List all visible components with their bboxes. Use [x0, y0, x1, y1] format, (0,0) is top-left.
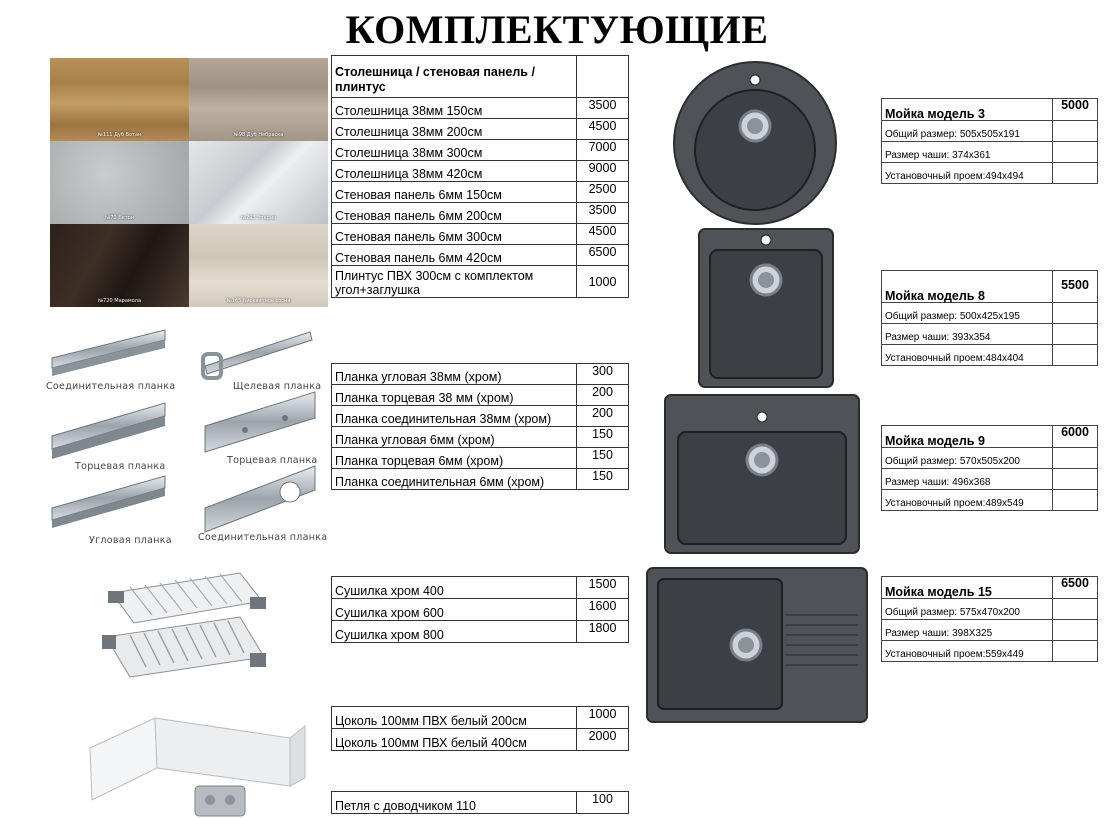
swatch-label: №165 Бисквитное сосна — [226, 298, 291, 304]
table-row-name: Столешница 38мм 300см — [332, 140, 577, 161]
swatch-maramola — [50, 224, 189, 307]
table-row-price: 1500 — [577, 577, 629, 599]
sink-overall-size: Общий размер: 505x505x191 — [882, 121, 1053, 142]
sink-bowl-size: Размер чаши: 496x368 — [882, 469, 1053, 490]
sink-model-15-image — [646, 567, 868, 723]
sink-model-9-spec-table — [881, 425, 1098, 511]
countertop-price-table — [331, 55, 629, 298]
profile-label: Щелевая планка — [233, 381, 322, 392]
sink-model-8-image — [698, 228, 834, 388]
table-row-price: 200 — [577, 406, 629, 427]
table-row-price: 2500 — [577, 182, 629, 203]
swatch-concrete — [50, 141, 189, 224]
table-row-price: 100 — [577, 792, 629, 814]
sink-bowl-size: Размер чаши: 393x354 — [882, 324, 1053, 345]
sink-cutout-size: Установочный проем:559x449 — [882, 641, 1053, 662]
table-row-name: Цоколь 100мм ПВХ белый 200см — [332, 707, 577, 729]
connecting-strip-38-icon — [52, 330, 165, 376]
strips-price-table — [331, 363, 629, 490]
table-row-price: 3500 — [577, 98, 629, 119]
table-row-name: Планка угловая 38мм (хром) — [332, 364, 577, 385]
corner-strip-38-icon — [52, 476, 165, 528]
sink-overall-size: Общий размер: 500x425x195 — [882, 303, 1053, 324]
table-row-price: 4500 — [577, 119, 629, 140]
sink-name: Мойка модель 15 — [882, 577, 1053, 599]
sink-model-3-spec-table — [881, 98, 1098, 184]
sink-price: 5000 — [1053, 99, 1098, 121]
swatch-oak-votan — [50, 58, 189, 141]
table-header: Столешница / стеновая панель / плинтус — [332, 56, 577, 98]
table-row-name: Столешница 38мм 150см — [332, 98, 577, 119]
table-row-name: Планка торцевая 38 мм (хром) — [332, 385, 577, 406]
sink-bowl-size: Размер чаши: 374x361 — [882, 142, 1053, 163]
swatch-label: №720 Марамола — [97, 298, 142, 304]
table-row-price: 300 — [577, 364, 629, 385]
table-row-price: 150 — [577, 448, 629, 469]
swatch-label: №70 Бетон — [105, 215, 134, 221]
table-row-price: 2000 — [577, 729, 629, 751]
table-row-name: Плинтус ПВХ 300см с комплектом угол+заглушка — [332, 266, 577, 298]
sink-price: 6500 — [1053, 577, 1098, 599]
sink-bowl-size: Размер чаши: 398X325 — [882, 620, 1053, 641]
dryers-price-table — [331, 576, 629, 643]
strip-profiles-illustration — [40, 318, 328, 550]
end-strip-38-icon — [52, 403, 165, 459]
sink-model-9-image — [664, 394, 860, 554]
swatch-label: №111 Дуб Вотан — [97, 132, 142, 138]
sink-price: 6000 — [1053, 426, 1098, 448]
table-row-price: 1000 — [577, 266, 629, 298]
sink-overall-size: Общий размер: 570x505x200 — [882, 448, 1053, 469]
table-row-name: Цоколь 100мм ПВХ белый 400см — [332, 729, 577, 751]
table-row-name: Стеновая панель 6мм 300см — [332, 224, 577, 245]
pvc-plinth-illustration — [85, 708, 310, 818]
table-row-name: Планка соединительная 6мм (хром) — [332, 469, 577, 490]
table-row-name: Сушилка хром 600 — [332, 599, 577, 621]
table-row-name: Стеновая панель 6мм 150см — [332, 182, 577, 203]
table-row-name: Стеновая панель 6мм 200см — [332, 203, 577, 224]
sink-model-8-spec-table — [881, 270, 1098, 366]
sink-price: 5500 — [1053, 271, 1098, 303]
sink-model-3-image — [672, 60, 838, 226]
swatch-eterno — [189, 141, 328, 224]
table-row-price: 6500 — [577, 245, 629, 266]
table-row-name: Планка соединительная 38мм (хром) — [332, 406, 577, 427]
profile-label: Торцевая планка — [75, 461, 166, 472]
table-row-price: 3500 — [577, 203, 629, 224]
table-row-name: Стеновая панель 6мм 420см — [332, 245, 577, 266]
page-title: КОМПЛЕКТУЮЩИЕ — [345, 7, 769, 52]
sink-cutout-size: Установочный проем:489x549 — [882, 490, 1053, 511]
table-row-price: 4500 — [577, 224, 629, 245]
table-row-price: 9000 — [577, 161, 629, 182]
profile-label: Угловая планка — [89, 535, 172, 546]
sink-cutout-size: Установочный проем:484x404 — [882, 345, 1053, 366]
swatch-label: №98 Дуб Небраска — [233, 132, 284, 138]
hinge-icon — [195, 786, 245, 816]
swatch-oak-nebraska — [189, 58, 328, 141]
table-row-price: 150 — [577, 427, 629, 448]
table-row-name: Столешница 38мм 200см — [332, 119, 577, 140]
dish-dryer-illustration — [100, 565, 270, 695]
profile-label: Торцевая планка — [227, 455, 318, 466]
connecting-strip-6-icon — [205, 466, 315, 532]
table-row-price: 200 — [577, 385, 629, 406]
hinge-price-table — [331, 791, 629, 814]
table-row-name: Сушилка хром 400 — [332, 577, 577, 599]
slot-strip-icon — [203, 332, 312, 378]
plinth-price-table — [331, 706, 629, 751]
table-row-price: 1000 — [577, 707, 629, 729]
sink-model-15-spec-table — [881, 576, 1098, 662]
table-row-name: Столешница 38мм 420см — [332, 161, 577, 182]
sink-name: Мойка модель 9 — [882, 426, 1053, 448]
swatch-biscuit-pine — [189, 224, 328, 307]
sink-name: Мойка модель 8 — [882, 271, 1053, 303]
swatch-label: №293 Этерно — [240, 215, 277, 221]
table-row-price: 7000 — [577, 140, 629, 161]
sink-name: Мойка модель 3 — [882, 99, 1053, 121]
profile-label: Соединительная планка — [198, 532, 328, 543]
table-row-name: Планка торцевая 6мм (хром) — [332, 448, 577, 469]
material-swatches — [50, 58, 328, 307]
table-row-price: 150 — [577, 469, 629, 490]
table-row-name: Планка угловая 6мм (хром) — [332, 427, 577, 448]
table-row-price: 1600 — [577, 599, 629, 621]
sink-overall-size: Общий размер: 575x470x200 — [882, 599, 1053, 620]
table-row-name: Петля с доводчиком 110 — [332, 792, 577, 814]
profile-label: Соединительная планка — [46, 381, 176, 392]
sink-cutout-size: Установочный проем:494x494 — [882, 163, 1053, 184]
end-strip-6-icon — [205, 392, 315, 452]
table-row-price: 1800 — [577, 621, 629, 643]
table-row-name: Сушилка хром 800 — [332, 621, 577, 643]
